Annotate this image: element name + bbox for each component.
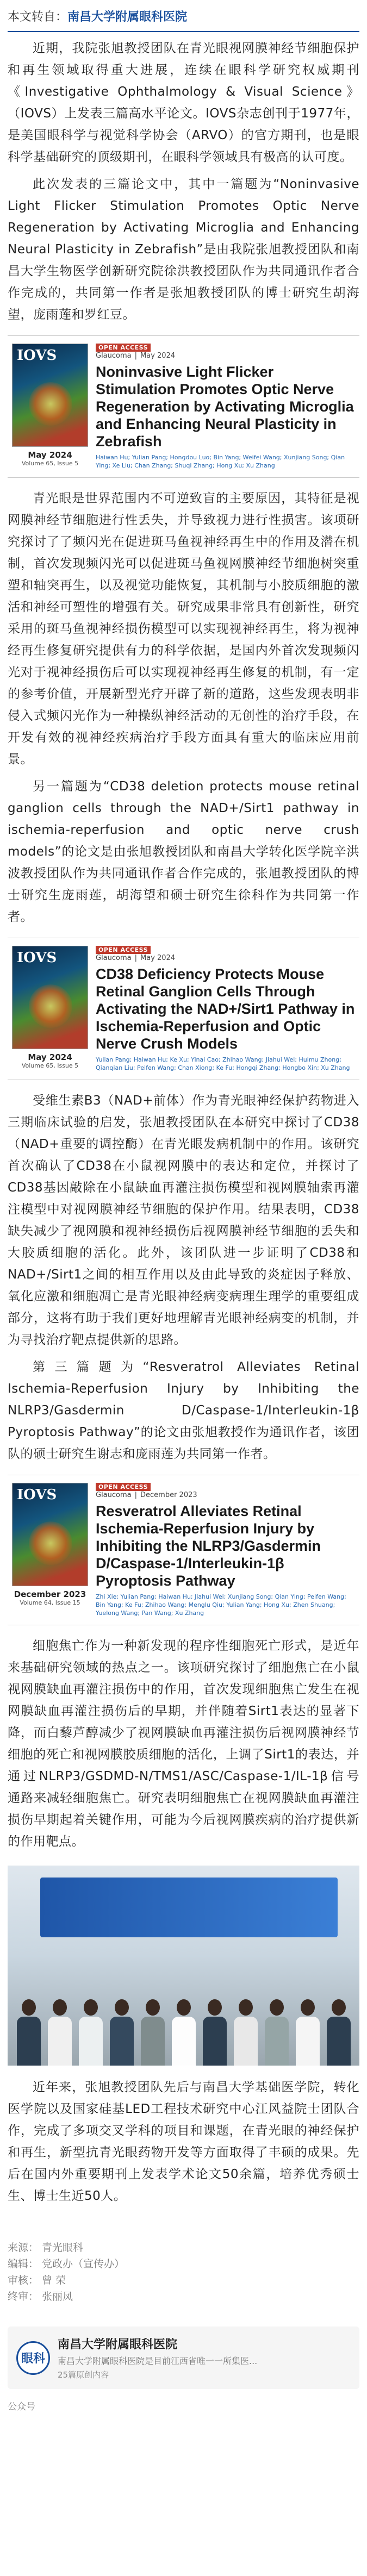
separator: | <box>134 352 138 360</box>
article-credits <box>8 2240 359 2305</box>
cover-date: May 2024 <box>28 1052 72 1062</box>
cover-art <box>29 382 72 426</box>
team-group-photo <box>8 1866 359 2066</box>
article-date: May 2024 <box>140 352 176 360</box>
journal-cover <box>12 946 88 1072</box>
cover-volume: Volume 65, Issue 5 <box>21 1062 79 1069</box>
photo-banner <box>40 1878 338 1937</box>
journal-card-3[interactable] <box>8 1475 359 1625</box>
paragraph-intro: 近期，我院张旭教授团队在青光眼视网膜神经节细胞保护和再生领域取得重大进展，连续在眼科学研究权威期刊《Investigative Ophthalmology & Visual Science》（IOVS）上发表三篇高水平论文。IOVS杂志创刊于1977年，是美国眼科学与视觉科学协会（ARVO）的官方期刊，也是眼科学基础研究的顶级期刊，在眼科学领域具有极高的认可度。 <box>8 41 359 164</box>
cover-date: December 2023 <box>14 1589 86 1599</box>
platform-label: 公众号 <box>8 2402 35 2412</box>
repost-source[interactable]: 南昌大学附属眼科医院 <box>67 10 188 24</box>
paragraph-team-summary: 近年来，张旭教授团队先后与南昌大学基础医学院，转化医学院以及国家硅基LED工程技术研究中心江风益院士团队合作，完成了多项交叉学科的项目和课题，在青光眼的神经保护和再生，新型抗青光眼药物开发等方面取得了丰硕的成果。先后在国内外重要期刊上发表学术论文50余篇，培养优秀硕士生、博士生近50人。 <box>8 2080 359 2203</box>
article-info <box>96 1483 355 1617</box>
hospital-logo-icon: 眼科 <box>16 2341 50 2375</box>
article-meta <box>96 344 355 352</box>
cover-image <box>12 344 88 447</box>
cover-image <box>12 946 88 1049</box>
open-access-badge: OPEN ACCESS <box>96 946 151 954</box>
account-description: 南昌大学附属眼科医院是目前江西省唯一一所集医... <box>58 2356 258 2366</box>
paragraph-first-paper: 此次发表的三篇论文中，其中一篇题为“Noninvasive Light Flicker Stimulation Promotes Optic Nerve Regeneration by Activating Microglia and Enhancing Neural Plasticity in Zebrafish”是由我院张旭教授团队和南昌大学生物医学创新研究院徐洪教授团队作为共同通讯作者合作完成的，共同第一作者是张旭教授团队的博士研究生胡海望，庞雨莲和罗红豆。 <box>8 177 359 322</box>
paragraph-third-paper: 第三篇题为“Resveratrol Alleviates Retinal Ischemia-Reperfusion Injury by Inhibiting the NLRP3/Gasdermin D/Caspase-1/Interleukin-1β Pyroptosis Pathway”的论文由张旭教授作为通讯作者，该团队的硕士研究生谢志和庞雨莲为共同第一作者。 <box>8 1360 359 1461</box>
paragraph-second-paper: 另一篇题为“CD38 deletion protects mouse retinal ganglion cells through the NAD+/Sirt1 pathway in ischemia-reperfusion and optic nerve crush models”的论文是由张旭教授团队和南昌大学转化医学院辛洪波教授团队作为共同通讯作者合作完成的，张旭教授团队的博士研究生庞雨莲，胡海望和硕士研究生徐科作为共同第一作者。 <box>8 779 359 924</box>
journal-logo: IOVS <box>17 950 57 966</box>
cover-image <box>12 1483 88 1586</box>
account-article-count: 25篇原创内容 <box>58 2370 109 2380</box>
article-title[interactable]: Noninvasive Light Flicker Stimulation Promotes Optic Nerve Regeneration by Activating Microglia and Enhancing Neural Plasticity in Zebrafish <box>96 364 354 450</box>
paragraph-second-findings: 受维生素B3（NAD+前体）作为青光眼神经保护药物进入三期临床试验的启发，张旭教授团队在本研究中探讨了CD38（NAD+重要的调控酶）在青光眼发病机制中的作用。该研究首次确认了CD38在小鼠视网膜中的表达和定位，并探讨了CD38基因敲除在小鼠缺血再灌注损伤模型和视网膜轴索再灌注模型中对视网膜神经节细胞的保护作用。结果表明，CD38缺失减少了视网膜和视神经损伤后视网膜神经节细胞的丢失和大胶质细胞的活化。此外，该团队进一步证明了CD38和NAD+/Sirt1之间的相互作用以及由此导致的炎症因子释放、氧化应激和细胞凋亡是青光眼神经病变病理生理学的重要组成部分，这将有助于我们更好地理解青光眼神经病变的机制，并为寻找治疗靶点提供新的思路。 <box>8 1094 359 1347</box>
photo-people <box>8 1946 359 2066</box>
article-title[interactable]: CD38 Deficiency Protects Mouse Retinal Ganglion Cells Through Activating the NAD+/Sirt1 Pathway in Ischemia-Reperfusion and Optic Nerve Crush Models <box>96 966 355 1052</box>
credit-editor: 编辑： 党政办（宣传办） <box>8 2258 125 2270</box>
article-date: December 2023 <box>140 1491 197 1499</box>
paragraph-first-findings: 青光眼是世界范围内不可逆致盲的主要原因，其特征是视网膜神经节细胞进行性丢失，并导致视力进行性损害。该项研究探讨了了频闪光在促进斑马鱼视神经再生中的作用及潜在机制，首次发现频闪光可以促进斑马鱼视网膜神经节细胞树突重塑和轴突再生，以及视觉功能恢复，其机制与小胶质细胞的激活和神经可塑性的增强有关。研究成果非常具有创新性，研究采用的斑马鱼视神经损伤模型可以实现视神经再生，将为视神经再生修复研究提供有力的科学依据，是国内外首次发现频闪光对于视神经损伤后可以实现视神经再生修复的机制，有一定的参考价值，开展新型光疗开辟了新的道路，这些发现表明非侵入式频闪光作为一种操纵神经活动的无创性的治疗手段，在开发有效的视神经疾病治疗手段方面具有重大的临床应用前景。 <box>8 491 359 766</box>
separator: | <box>134 1491 138 1499</box>
article-category: Glaucoma <box>96 352 132 360</box>
cover-volume: Volume 65, Issue 5 <box>21 460 79 467</box>
article-authors: Yulian Pang; Haiwan Hu; Ke Xu; Yinai Cao; Zhihao Wang; Jiahui Wei; Huimu Zhong; Qianqian Liu; Peifen Wang; Chan Xiong; Ke Fu; Hongqi Zhang; Hongbo Xin; Xu Zhang <box>96 1056 350 1071</box>
paragraph-third-findings: 细胞焦亡作为一种新发现的程序性细胞死亡形式，是近年来基础研究领域的热点之一。该项研究探讨了细胞焦亡在小鼠视网膜缺血再灌注损伤中的作用，首次发现细胞焦亡发生在视网膜缺血再灌注损伤后的早期，并伴随着Sirt1表达的显著下降，而白藜芦醇减少了视网膜缺血再灌注损伤后视网膜神经节细胞的死亡和视网膜胶质细胞的活化，上调了Sirt1的表达，并通过NLRP3/GSDMD-N/TMS1/ASC/Caspase-1/IL-1β信号通路来减轻细胞焦亡。研究表明细胞焦亡在视网膜缺血再灌注损伤早期起着关键作用，可能为今后视网膜疾病的治疗提供新的作用靶点。 <box>8 1639 359 1849</box>
article-category-row <box>96 954 355 962</box>
cover-date: May 2024 <box>28 450 72 460</box>
cover-volume: Volume 64, Issue 15 <box>20 1599 80 1606</box>
article-info <box>96 946 355 1072</box>
credit-review: 审核： 曾 荣 <box>8 2274 66 2286</box>
journal-cover <box>12 344 88 470</box>
journal-logo: IOVS <box>17 347 57 364</box>
open-access-badge: OPEN ACCESS <box>96 344 151 352</box>
credit-final: 终审： 张丽凤 <box>8 2291 73 2303</box>
article-category: Glaucoma <box>96 1491 132 1499</box>
open-access-badge: OPEN ACCESS <box>96 1483 151 1491</box>
journal-logo: IOVS <box>17 1487 57 1503</box>
journal-card-2[interactable] <box>8 938 359 1080</box>
article-meta <box>96 1483 355 1491</box>
repost-prefix: 本文转自： <box>8 10 68 24</box>
article-date: May 2024 <box>140 954 176 962</box>
repost-line <box>8 0 359 28</box>
journal-cover <box>12 1483 88 1617</box>
cover-art <box>29 1521 72 1565</box>
account-card[interactable] <box>8 2326 359 2389</box>
article-meta <box>96 946 355 954</box>
article-title[interactable]: Resveratrol Alleviates Retinal Ischemia-Reperfusion Injury by Inhibiting the NLRP3/Gasdermin D/Caspase-1/Interleukin-1β Pyroptosis Pathway <box>96 1503 321 1589</box>
journal-card-1[interactable] <box>8 335 359 478</box>
article-authors: Zhi Xie; Yulian Pang; Haiwan Hu; Jiahui Wei; Xunjiang Song; Qian Ying; Peifen Wang; Bin Yang; Ke Fu; Zhihao Wang; Menglu Qiu; Yulian Yang; Hong Xu; Zhen Shuang; Yuelong Wang; Pan Wang; Xu Zhang <box>96 1593 346 1617</box>
article-category: Glaucoma <box>96 954 132 962</box>
divider <box>8 31 359 32</box>
separator: | <box>134 954 138 962</box>
account-name: 南昌大学附属眼科医院 <box>58 2338 178 2352</box>
article-category-row <box>96 352 355 360</box>
article-info <box>96 344 355 470</box>
credit-source: 来源： 青光眼科 <box>8 2242 84 2254</box>
cover-art <box>29 984 72 1028</box>
article-authors: Haiwan Hu; Yulian Pang; Hongdou Luo; Bin Yang; Weifei Wang; Xunjiang Song; Qian Ying; Xe Liu; Chan Zhang; Shuqi Zhang; Hong Xu; Xu Zhang <box>96 454 345 469</box>
account-info <box>58 2335 257 2380</box>
article-category-row <box>96 1491 355 1499</box>
